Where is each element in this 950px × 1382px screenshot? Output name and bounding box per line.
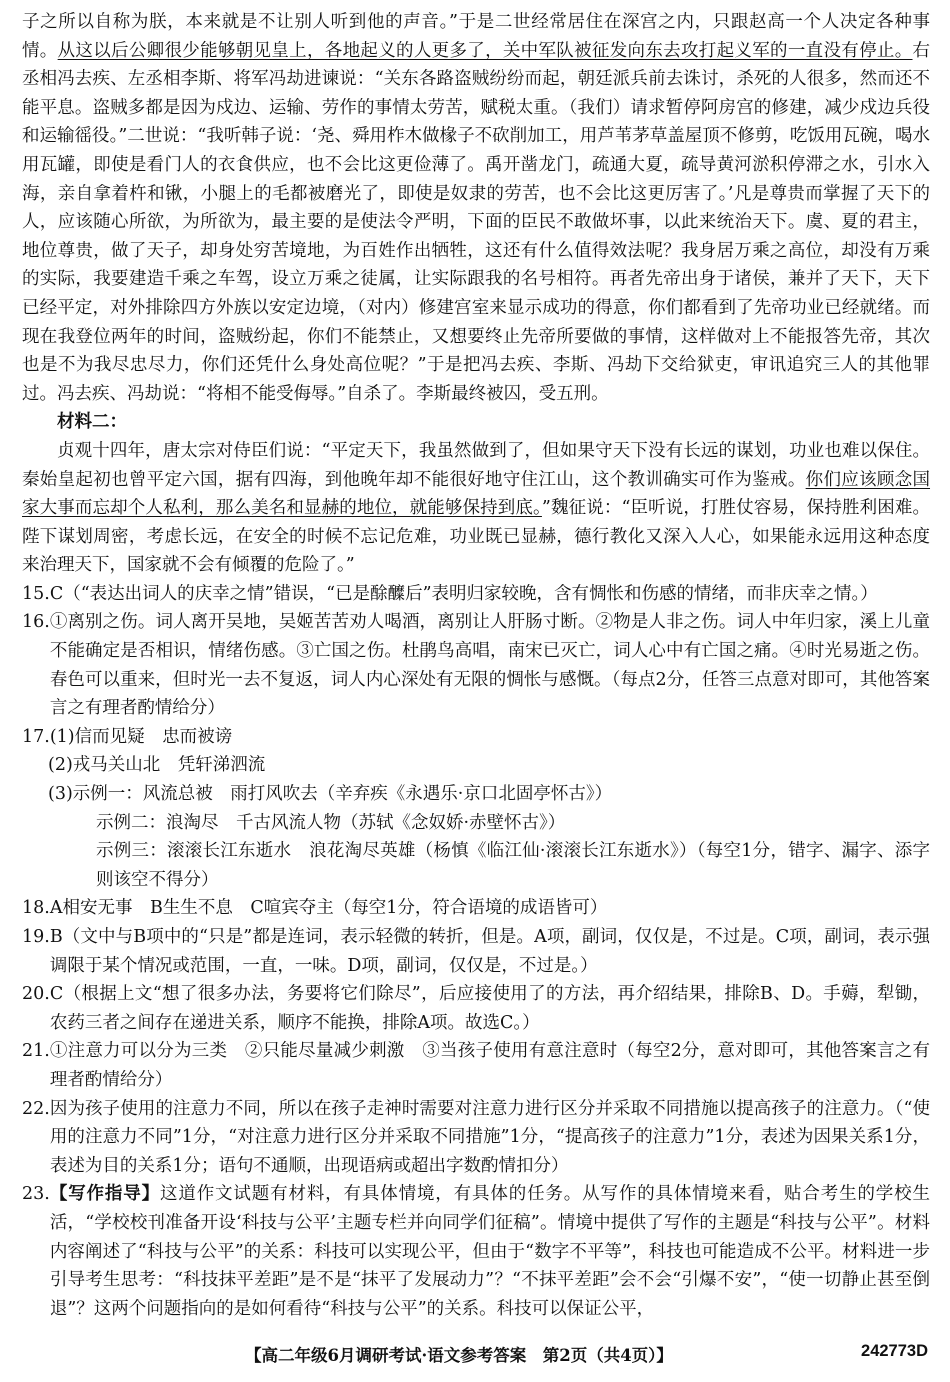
answer-16: 16. ①离别之伤。词人离开吴地，吴姬苦苦劝人喝酒，离别让人肝肠寸断。②物是人非之伤。词人中年归家，溪上儿童不能确定是否相识，情绪伤感。③亡国之伤。杜鹃鸟高唱，南宋已灭亡，词人心中有亡国之痛。④时光易逝之伤。春色可以重来，但时光一去不复返，词人内心深处有无限的惆怅与感慨。（每点2分，任答三点意对即可，其他答案言之有理者酌情给分） bbox=[22, 612, 930, 719]
footer-code: 242773D bbox=[861, 1342, 928, 1360]
material-two-paragraph: 贞观十四年，唐太宗对侍臣们说：“平定天下，我虽然做到了，但如果守天下没有长远的谋划，功业也难以保住。秦始皇起初也曾平定六国，据有四海，到他晚年却不能很好地守住江山，这个教训确实可作为鉴戒。你们应该顾念国家大事而忘却个人私利，那么美名和显赫的地位，就能够保持到底。”魏征说：“臣听说，打胜仗容易，保持胜利困难。陛下谋划周密，考虑长远，在安全的时候不忘记危难，功业既已显赫，德行教化又深入人心，如果能永远用这种态度来治理天下，国家就不会有倾覆的危险了。” bbox=[22, 440, 931, 576]
answer-23: 23. 【写作指导】这道作文试题有材料，有具体情境，有具体的任务。从写作的具体情境来看，贴合考生的学校生活，“学校校刊准备开设‘科技与公平’主题专栏并向同学们征稿”。情境中提供了写作的主题是“科技与公平”。材料内容阐述了“科技与公平”的关系：科技可以实现公平，但由于“数字不平等”，科技也可能造成不公平。材料进一步引导考生思考：“科技抹平差距”是不是“抹平了发展动力”？“不抹平差距”会不会“引爆不安”，“使一切静止甚至倒退”？这两个问题指向的是如何看待“科技与公平”的关系。科技可以保证公平， bbox=[22, 1184, 931, 1319]
answer-20: 20. C（根据上文“想了很多办法，务要将它们除尽”，后应接使用了的方法，再介绍结果，排除B、D。手薅，犁锄，农药三者之间存在递进关系，顺序不能换，排除A项。故选C。） bbox=[22, 984, 930, 1033]
writing-guide-label: 【写作指导】 bbox=[49, 1184, 160, 1205]
material-two-heading: 材料二： bbox=[57, 412, 127, 433]
underlined-sentence: 从这以后公卿很少能够朝见皇上，各地起义的人更多了，关中军队被征发向东去攻打起义军的一直没有停止。 bbox=[57, 40, 913, 61]
answer-19: 19. B（文中与B项中的“只是”都是连词，表示轻微的转折，但是。A项，副词，仅仅是，不过是。C项，副词，表示强调限于某个情况或范围，一直，一味。D项，副词，仅仅是，不过是。） bbox=[22, 927, 930, 976]
answer-22: 22. 因为孩子使用的注意力不同，所以在孩子走神时需要对注意力进行区分并采取不同措施以提高孩子的注意力。（“使用的注意力不同”1分，“对注意力进行区分并采取不同措施”1分，“提高孩子的注意力”1分，表述为因果关系1分，表述为目的关系1分；语句不通顺，出现语病或超出字数酌情扣分） bbox=[22, 1098, 930, 1176]
answer-page bbox=[22, 8, 930, 1323]
answer-15: 15. C（“表达出词人的庆幸之情”错误，“已是酴醾后”表明归家较晚，含有惆怅和伤感的情绪，而非庆幸之情。） bbox=[22, 583, 878, 604]
page-footer bbox=[0, 1342, 950, 1372]
answer-21: 21. ①注意力可以分为三类 ②只能尽量减少刺激 ③当孩子使用有意注意时（每空2分，意对即可，其他答案言之有理者酌情给分） bbox=[22, 1041, 930, 1090]
underlined-sentence: 你们应该顾念国家大事而忘却个人私利，那么美名和显赫的地位，就能够保持到底。 bbox=[22, 469, 931, 519]
material-one-paragraph: 子之所以自称为朕，本来就是不让别人听到他的声音。”于是二世经常居住在深宫之内，只跟赵高一个人决定各种事情。从这以后公卿很少能够朝见皇上，各地起义的人更多了，关中军队被征发向东去攻打起义军的一直没有停止。右丞相冯去疾、左丞相李斯、将军冯劫进谏说：“关东各路盗贼纷纷而起，朝廷派兵前去诛讨，杀死的人很多，然而还不能平息。盗贼多都是因为戍边、运输、劳作的事情太劳苦，赋税太重。（我们）请求暂停阿房宫的修建，减少戍边兵役和运输徭役。”二世说：“我听韩子说：‘尧、舜用柞木做椽子不砍削加工，用芦苇茅草盖屋顶不修剪，吃饭用瓦碗，喝水用瓦罐，即使是看门人的衣食供应，也不会比这更俭薄了。禹开凿龙门，疏通大夏，疏导黄河淤积停滞之水，引水入海，亲自拿着杵和锹，小腿上的毛都被磨光了，即使是奴隶的劳苦，也不会比这更厉害了。’凡是尊贵而掌握了天下的人，应该随心所欲，为所欲为，最主要的是使法令严明，下面的臣民不敢做坏事，以此来统治天下。虞、夏的君主，地位尊贵，做了天子，却身处穷苦境地，为百姓作出牺牲，这还有什么值得效法呢？我身居万乘之高位，却没有万乘的实际，我要建造千乘之车驾，设立万乘之徒属，让实际跟我的名号相符。再者先帝出身于诸侯，兼并了天下，天下已经平定，对外排除四方外族以安定边境，（对内）修建宫室来显示成功的得意，你们都看到了先帝功业已经就绪。而现在我登位两年的时间，盗贼纷起，你们不能禁止，又想要终止先帝所要做的事情，这样做对上不能报答先帝，其次也是不为我尽忠尽力，你们还凭什么身处高位呢？”于是把冯去疾、李斯、冯劫下交给狱吏，审讯追究三人的其他罪过。冯去疾、冯劫说：“将相不能受侮辱。”自杀了。李斯最终被囚，受五刑。 bbox=[22, 12, 931, 404]
answer-18: 18. A相安无事 B生生不息 C喧宾夺主（每空1分，符合语境的成语皆可） bbox=[22, 898, 608, 919]
answer-17: 17. (1)信而见疑 忠而被谤 (2)戎马关山北 凭轩涕泗流 (3)示例一：风流总被 雨打风吹去（辛弃疾《永遇乐·京口北固亭怀古》） 示例二：浪淘尽 千古风流人物（苏轼《念奴娇·赤壁怀古》） 示例三：滚滚长江东逝水 浪花淘尽英雄（杨慎《临江仙·滚滚长江东逝水》）（每空1分，错字、漏字、添字则该空不得分） bbox=[22, 726, 930, 890]
footer-title: 【高二年级6月调研考试·语文参考答案 第2页（共4页）】 bbox=[245, 1346, 673, 1365]
